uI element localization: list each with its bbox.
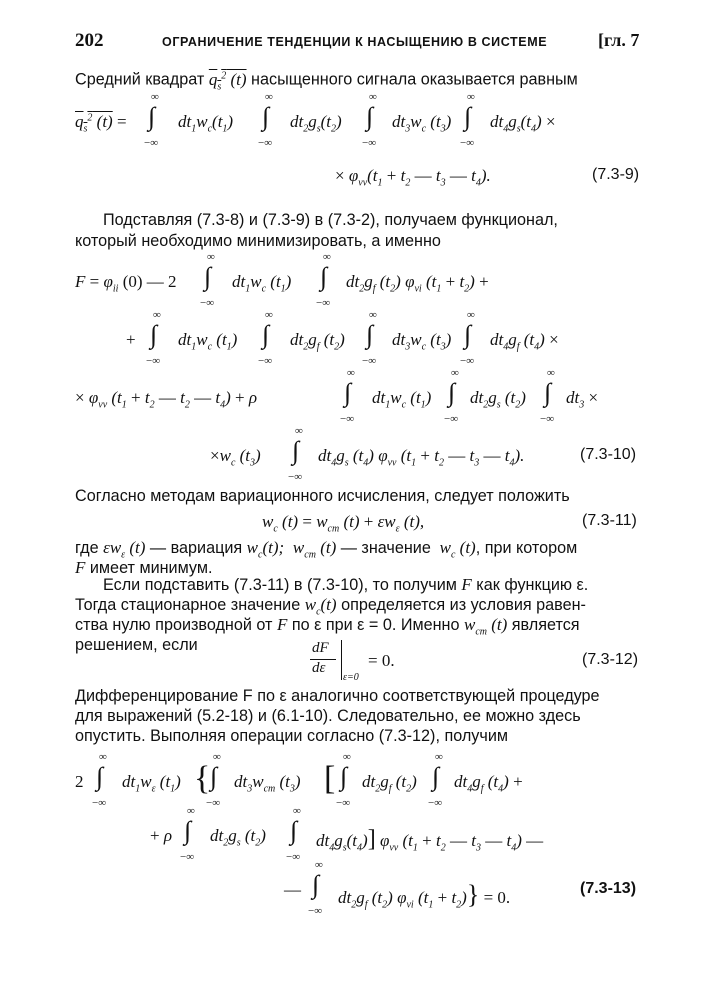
paragraph-5-line-3: ства нулю производной от F по ε при ε = 0. Именно $w_{cm}$ (t) является (75, 615, 580, 638)
equation-number-7-3-9: (7.3-9) (592, 166, 640, 183)
chapter-marker: [гл. 7 (598, 30, 640, 50)
paragraph-5-line-4: решением, если (75, 636, 198, 654)
running-title: ОГРАНИЧЕНИЕ ТЕНДЕНЦИИ К НАСЫЩЕНИЮ В СИСТЕМЕ (162, 35, 548, 49)
paragraph-6-line-1: Дифференцирование F по ε аналогично соответствующей процедуре (75, 687, 600, 705)
equation-number-7-3-10: (7.3-10) (580, 446, 637, 463)
paragraph-2-line-1: Подставляя (7.3-8) и (7.3-9) в (7.3-2), получаем функционал, (103, 211, 558, 229)
page-number: 202 (75, 30, 104, 51)
paragraph-4-line-1: где $\varepsilon w_\varepsilon$ (t) — вариация $w_c(t)$; $w_{cm}$ (t) — значение $w_c$ (t), при котором (75, 538, 578, 561)
paragraph-5-line-2: Тогда стационарное значение $w_c(t)$ определяется из условия равен- (75, 595, 586, 618)
equation-number-7-3-13: (7.3-13) (580, 880, 637, 897)
paragraph-6-line-3: опустить. Выполняя операции согласно (7.3-12), получим (75, 727, 508, 745)
paragraph-4-line-2: F имеет минимум. (75, 558, 213, 577)
equation-number-7-3-11: (7.3-11) (582, 512, 637, 529)
book-page: 202 ОГРАНИЧЕНИЕ ТЕНДЕНЦИИ К НАСЫЩЕНИЮ В СИСТЕМЕ [гл. 7 Средний квадрат $q_s^2$ (t) насыщенного сигнала оказывается равным $q_s^2$ (t) = ∫ ∞ −∞ $dt_1w_c(t_1)$ ∫ ∞ −∞ $dt_2g_s(t_2)$ ∫ ∞ −∞ $dt_3w_c$ $(t_3)$ ∫ ∞ −∞ $dt_4g_s(t_4)$ × × $\varphi_{vv}(t_1 + t_2$ — $t_3$ — $t_4$). (7.3-9) Подставляя (7.3-8) и (7.3-9) в (7.3-2), получаем функционал, который необходимо минимизировать, а именно $F = \varphi_{ii}$ (0) — 2 ∫ ∞ −∞ $dt_1w_c$ $(t_1)$ ∫ ∞ −∞ $dt_2g_f$ $(t_2)$ $\varphi_{vi}$ $(t_1 + t_2)$ + + ∫ ∞ −∞ $dt_1w_c$ $(t_1)$ ∫ ∞ −∞ $dt_2g_f$ $(t_2)$ ∫ ∞ −∞ $dt_3w_c$ $(t_3)$ ∫ ∞ −∞ $dt_4g_f$ $(t_4)$ × × $\varphi_{vv}$ ($t_1 + t_2$ — $t_2$ — $t_4) + \rho$ ∫ ∞ −∞ $dt_1w_c$ $(t_1)$ ∫ ∞ −∞ $dt_2g_s$ $(t_2)$ ∫ ∞ −∞ $dt_3$ × $\times w_c$ $(t_3)$ ∫ ∞ −∞ $dt_4g_s$ $(t_4)$ $\varphi_{vv}$ ($t_1 + t_2$ — $t_3$ — $t_4$). (7.3-10) Согласно методам вариационного исчисления, следует положить $w_c$ $(t) = w_{cm}$ $(t) + \varepsilon w_\varepsilon$ (t), (7.3-11) где $\varepsilon w_\varepsilon$ (t) — вариация $w_c(t)$; $w_{cm}$ (t) — значение $w_c$ (t), при котором F имеет минимум. Если подставить (7.3-11) в (7.3-10), то получим F как функцию ε. Тогда стационарное значение $w_c(t)$ определяется из условия равен- ства нулю производной от F по ε при ε = 0. Именно $w_{cm}$ (t) является решением, если dF dε ε=0 = 0. (7.3-12) Дифференцирование F по ε аналогично соответствующей процедуре для выражений (5.2-18) и (6.1-10). Следовательно, ее можно здесь опустить. Выполняя операции согласно (7.3-12), получим 2 ∫ ∞ −∞ $dt_1w_\varepsilon$ $(t_1)$ { ∫ ∞ −∞ $dt_3w_{cm}$ $(t_3)$ [ ∫ ∞ −∞ $dt_2g_f$ $(t_2)$ ∫ ∞ −∞ $dt_4g_f$ $(t_4)$ + + ρ ∫ ∞ −∞ $dt_2g_s$ $(t_2)$ ∫ ∞ −∞ $dt_4g_s(t_4)$] $\varphi_{vv}$ ($t_1 + t_2$ — $t_3$ — $t_4$) — — ∫ ∞ −∞ $dt_2g_f$ $(t_2)$ $\varphi_{vi}$ $(t_1 + t_2)\} = 0$. (7.3-13) (75, 30, 640, 917)
paragraph-2-line-2: который необходимо минимизировать, а именно (75, 232, 441, 250)
paragraph-5-line-1: Если подставить (7.3-11) в (7.3-10), то получим F как функцию ε. (103, 575, 589, 594)
paragraph-3: Согласно методам вариационного исчисления, следует положить (75, 487, 570, 505)
paragraph-1: Средний квадрат $q_s^2$ (t) насыщенного сигнала оказывается равным (75, 69, 578, 93)
paragraph-6-line-2: для выражений (5.2-18) и (6.1-10). Следовательно, ее можно здесь (75, 707, 581, 725)
equation-number-7-3-12: (7.3-12) (582, 651, 639, 668)
